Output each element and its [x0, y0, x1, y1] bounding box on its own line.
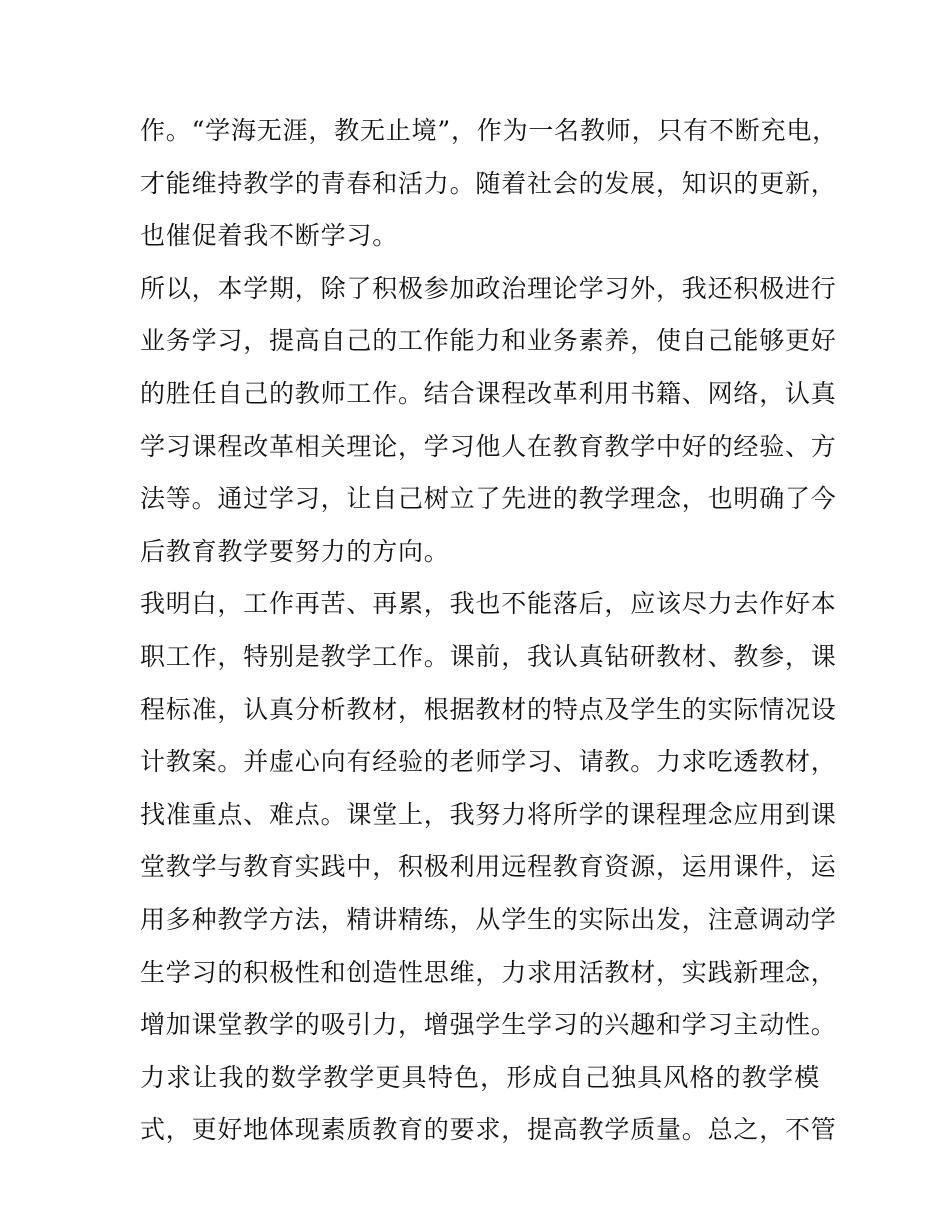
text-line: 所以，本学期，除了积极参加政治理论学习外，我还积极进行 — [140, 273, 837, 303]
text-line: 找准重点、难点。课堂上，我努力将所学的课程理念应用到课 — [140, 799, 837, 829]
text-line: 式，更好地体现素质教育的要求，提高教学质量。总之，不管 — [140, 1115, 837, 1145]
text-line: 学习课程改革相关理论，学习他人在教育教学中好的经验、方 — [140, 431, 837, 461]
text-line: 用多种教学方法，精讲精练，从学生的实际出发，注意调动学 — [140, 904, 837, 934]
text-line: 堂教学与教育实践中，积极利用远程教育资源，运用课件，运 — [140, 852, 837, 882]
text-line: 生学习的积极性和创造性思维，力求用活教材，实践新理念， — [140, 957, 837, 987]
text-line: 职工作，特别是教学工作。课前，我认真钻研教材、教参，课 — [140, 641, 837, 671]
text-line: 计教案。并虚心向有经验的老师学习、请教。力求吃透教材， — [140, 747, 837, 777]
text-line: 的胜任自己的教师工作。结合课程改革利用书籍、网络，认真 — [140, 378, 837, 408]
text-line: 程标准，认真分析教材，根据教材的特点及学生的实际情况设 — [140, 694, 837, 724]
text-line: 我明白，工作再苦、再累，我也不能落后，应该尽力去作好本 — [140, 589, 837, 619]
text-line: 增加课堂教学的吸引力，增强学生学习的兴趣和学习主动性。 — [140, 1010, 837, 1040]
text-line: 才能维持教学的青春和活力。随着社会的发展，知识的更新， — [140, 168, 837, 198]
text-line: 作。“学海无涯，教无止境”，作为一名教师，只有不断充电， — [140, 116, 838, 145]
text-line: 后教育教学要努力的方向。 — [140, 536, 450, 566]
text-line: 也催促着我不断学习。 — [140, 221, 399, 251]
text-line: 业务学习，提高自己的工作能力和业务素养，使自己能够更好 — [140, 326, 837, 356]
document-body — [140, 105, 838, 1157]
text-line: 力求让我的数学教学更具特色，形成自己独具风格的教学模 — [140, 1062, 820, 1092]
text-line: 法等。通过学习，让自己树立了先进的教学理念，也明确了今 — [140, 484, 837, 514]
